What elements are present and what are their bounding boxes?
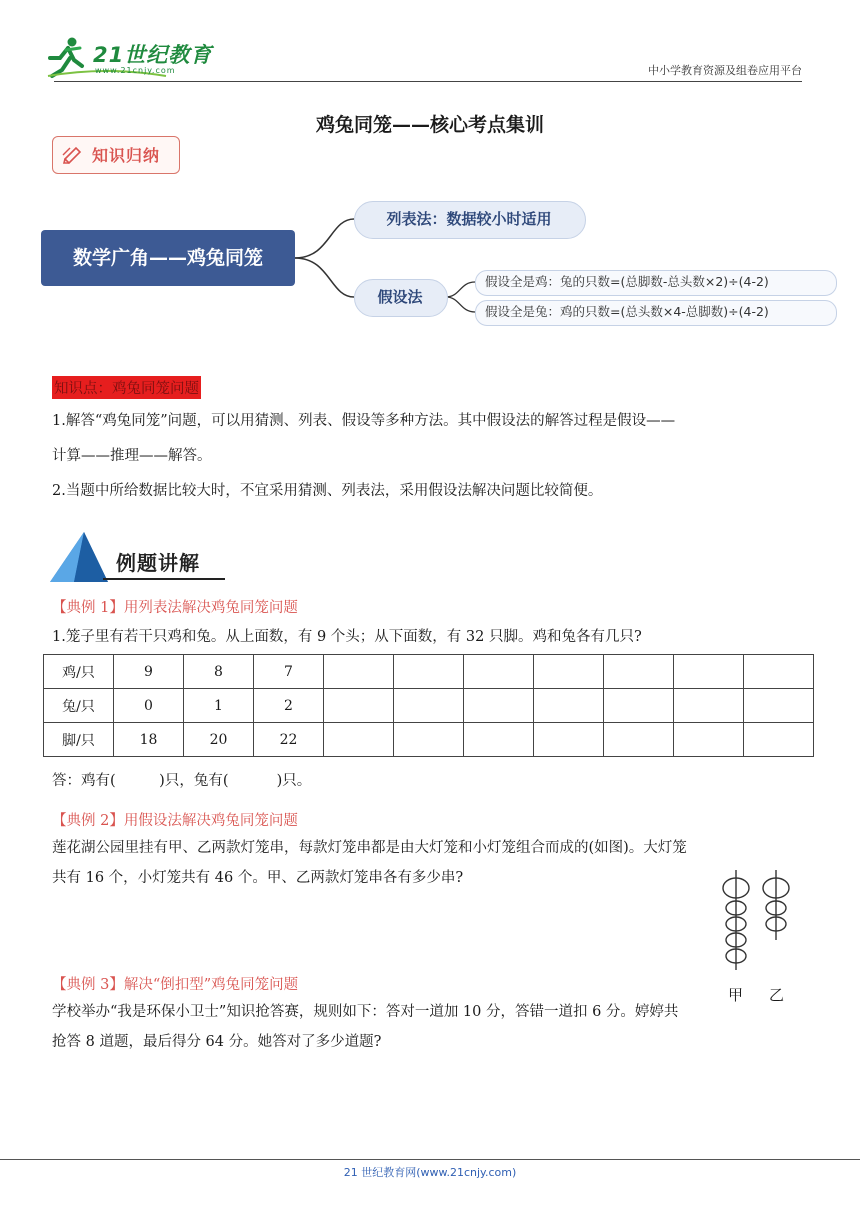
table-cell: 8 — [184, 655, 254, 689]
table-row — [44, 689, 814, 723]
table-row — [44, 723, 814, 757]
lantern-label-a: 甲 — [728, 986, 744, 1004]
table-cell — [394, 689, 464, 723]
chicken-rabbit-table — [43, 654, 814, 757]
table-cell — [604, 723, 674, 757]
example2-text: 共有 16 个，小灯笼共有 46 个。甲、乙两款灯笼串各有多少串? — [52, 870, 464, 886]
lantern-label-b: 乙 — [769, 986, 785, 1004]
knowledge-badge-label: 知识归纳 — [92, 146, 161, 165]
mindmap-branch-label: 列表法：数据较小时适用 — [386, 210, 552, 228]
table-cell — [324, 655, 394, 689]
table-cell: 2 — [254, 689, 324, 723]
example2-text: 莲花湖公园里挂有甲、乙两款灯笼串，每款灯笼串都是由大灯笼和小灯笼组合而成的(如图)。大灯笼 — [52, 840, 687, 856]
table-cell — [604, 689, 674, 723]
table-cell: 脚/只 — [44, 723, 114, 757]
table-cell: 18 — [114, 723, 184, 757]
logo-text: 21世纪教育 — [93, 43, 213, 67]
knowledge-point-text: 计算——推理——解答。 — [52, 448, 212, 464]
knowledge-point-text: 1.解答“鸡兔同笼”问题，可以用猜测、列表、假设等多种方法。其中假设法的解答过程是假设—— — [52, 413, 676, 429]
footer-link[interactable]: 21 世纪教育网(www.21cnjy.com) — [343, 1166, 517, 1179]
table-cell — [744, 689, 814, 723]
example1-heading: 【典例 1】用列表法解决鸡兔同笼问题 — [52, 600, 298, 616]
table-cell: 兔/只 — [44, 689, 114, 723]
table-cell: 7 — [254, 655, 324, 689]
example-banner-label: 例题讲解 — [116, 551, 200, 575]
table-cell — [674, 723, 744, 757]
lantern-strings-illustration — [712, 868, 812, 1004]
example3-heading: 【典例 3】解决“倒扣型”鸡兔同笼问题 — [52, 977, 299, 993]
table-cell — [674, 655, 744, 689]
example3-text: 学校举办“我是环保小卫士”知识抢答赛，规则如下：答对一道加 10 分，答错一道扣 6 分。婷婷共 — [52, 1004, 679, 1020]
example3-text: 抢答 8 道题，最后得分 64 分。她答对了多少道题? — [52, 1034, 382, 1050]
pencil-icon — [62, 144, 84, 164]
table-cell — [674, 689, 744, 723]
table-cell — [394, 655, 464, 689]
mindmap-leaf-label: 假设全是兔：鸡的只数=(总头数×4-总脚数)÷(4-2) — [485, 304, 769, 319]
table-cell — [604, 655, 674, 689]
knowledge-point-text: 2.当题中所给数据比较大时，不宜采用猜测、列表法，采用假设法解决问题比较简便。 — [52, 483, 603, 499]
mindmap-leaf-label: 假设全是鸡：兔的只数=(总脚数-总头数×2)÷(4-2) — [485, 274, 769, 289]
table-cell — [534, 723, 604, 757]
example1-answer: 答：鸡有( )只，兔有( )只。 — [52, 773, 312, 789]
logo-url: www.21cnjy.com — [95, 66, 176, 75]
table-cell: 22 — [254, 723, 324, 757]
table-cell — [464, 723, 534, 757]
table-row — [44, 655, 814, 689]
table-cell — [534, 689, 604, 723]
platform-caption: 中小学教育资源及组卷应用平台 — [648, 64, 802, 77]
example1-question: 1.笼子里有若干只鸡和兔。从上面数，有 9 个头；从下面数，有 32 只脚。鸡和兔各有几只? — [52, 629, 642, 645]
header-divider — [54, 81, 802, 82]
table-cell — [324, 723, 394, 757]
table-cell: 0 — [114, 689, 184, 723]
table-cell — [534, 655, 604, 689]
page-title: 鸡兔同笼——核心考点集训 — [315, 114, 544, 136]
example-banner-underline — [103, 578, 225, 580]
footer-divider — [0, 1159, 860, 1160]
table-cell — [744, 723, 814, 757]
table-cell — [744, 655, 814, 689]
table-cell — [464, 689, 534, 723]
table-cell: 1 — [184, 689, 254, 723]
example2-heading: 【典例 2】用假设法解决鸡兔同笼问题 — [52, 813, 298, 829]
table-cell — [464, 655, 534, 689]
table-cell: 9 — [114, 655, 184, 689]
mindmap-branch-label: 假设法 — [377, 288, 423, 306]
table-cell — [324, 689, 394, 723]
table-cell — [394, 723, 464, 757]
table-cell: 20 — [184, 723, 254, 757]
knowledge-point-title: 知识点：鸡兔同笼问题 — [52, 376, 201, 399]
triangle-icon — [44, 530, 110, 586]
mindmap-root-label: 数学广角——鸡兔同笼 — [72, 247, 263, 269]
table-cell: 鸡/只 — [44, 655, 114, 689]
